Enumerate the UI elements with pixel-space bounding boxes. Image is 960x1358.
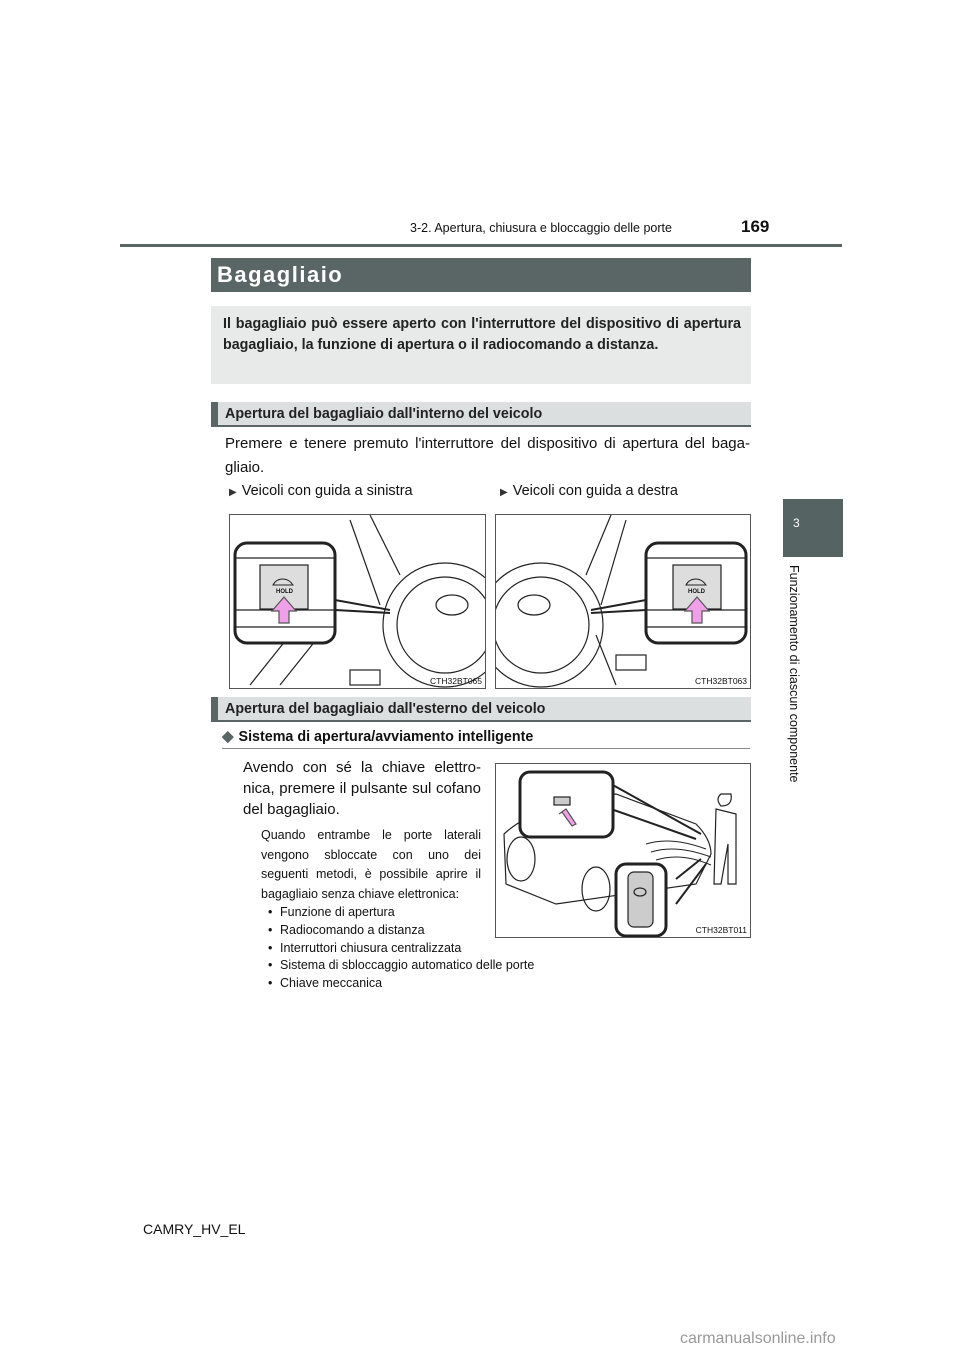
section-heading-inside: Apertura del bagagliaio dall'interno del veicolo: [211, 402, 751, 427]
variant-label: Veicoli con guida a sinistra: [241, 483, 413, 499]
section-heading-outside: Apertura del bagagliaio dall'esterno del veicolo: [211, 697, 751, 722]
list-item: • Radiocomando a distanza: [268, 922, 534, 940]
chapter-tab: [783, 499, 843, 557]
page-title: Bagagliaio: [211, 258, 751, 292]
list-item: • Interruttori chiusura centralizzata: [268, 940, 534, 958]
watermark: carmanualsonline.info: [680, 1330, 836, 1347]
note-text: Quando entrambe le porte laterali vengono sbloccate con uno dei seguenti metodi, è possibile aprire il bagagliaio senza chiave elettronica:: [261, 828, 481, 901]
illustration-trunk-opener: [495, 763, 751, 938]
variant-rhd: [500, 483, 678, 499]
figure-code: CTH32BT063: [695, 676, 747, 686]
figure-code: CTH32BT011: [695, 925, 747, 935]
section-header: 3-2. Apertura, chiusura e bloccaggio delle porte: [410, 221, 672, 235]
instruction-text: Premere e tenere premuto l'interruttore del dispositivo di apertura del baga-gliaio.: [225, 435, 750, 476]
variant-lhd: [229, 483, 413, 499]
diamond-icon: ◆: [222, 728, 234, 745]
list-item: • Chiave meccanica: [268, 975, 534, 993]
hold-label: HOLD: [688, 589, 705, 595]
intro-box: Il bagagliaio può essere aperto con l'interruttore del dispositivo di apertura bagagliaio, la funzione di apertura o il radiocomando a distanza.: [211, 306, 751, 384]
list-item: • Funzione di apertura: [268, 904, 534, 922]
header-divider: [120, 244, 842, 247]
triangle-bullet-icon: ▶: [229, 487, 237, 498]
figure-code: CTH32BT065: [430, 676, 482, 686]
subheading-text: Sistema di apertura/avviamento intelligente: [238, 729, 534, 745]
chapter-label: [783, 565, 803, 795]
chapter-number: 3: [793, 516, 800, 530]
illustration-rhd: [495, 514, 751, 689]
subheading-smart-entry: [222, 727, 750, 749]
illustration-lhd: [229, 514, 486, 689]
chapter-label-text: Funzionamento di ciascun componente: [787, 565, 801, 783]
footer-model-code: CAMRY_HV_EL: [143, 1221, 246, 1237]
page-number: 169: [741, 217, 770, 236]
triangle-bullet-icon: ▶: [500, 487, 508, 498]
instruction-text: Avendo con sé la chiave elettro-nica, premere il pulsante sul cofano del bagagliaio.: [243, 759, 481, 818]
hold-label: HOLD: [276, 589, 293, 595]
variant-label: Veicoli con guida a destra: [512, 483, 678, 499]
list-item: • Sistema di sbloccaggio automatico delle porte: [268, 957, 534, 975]
